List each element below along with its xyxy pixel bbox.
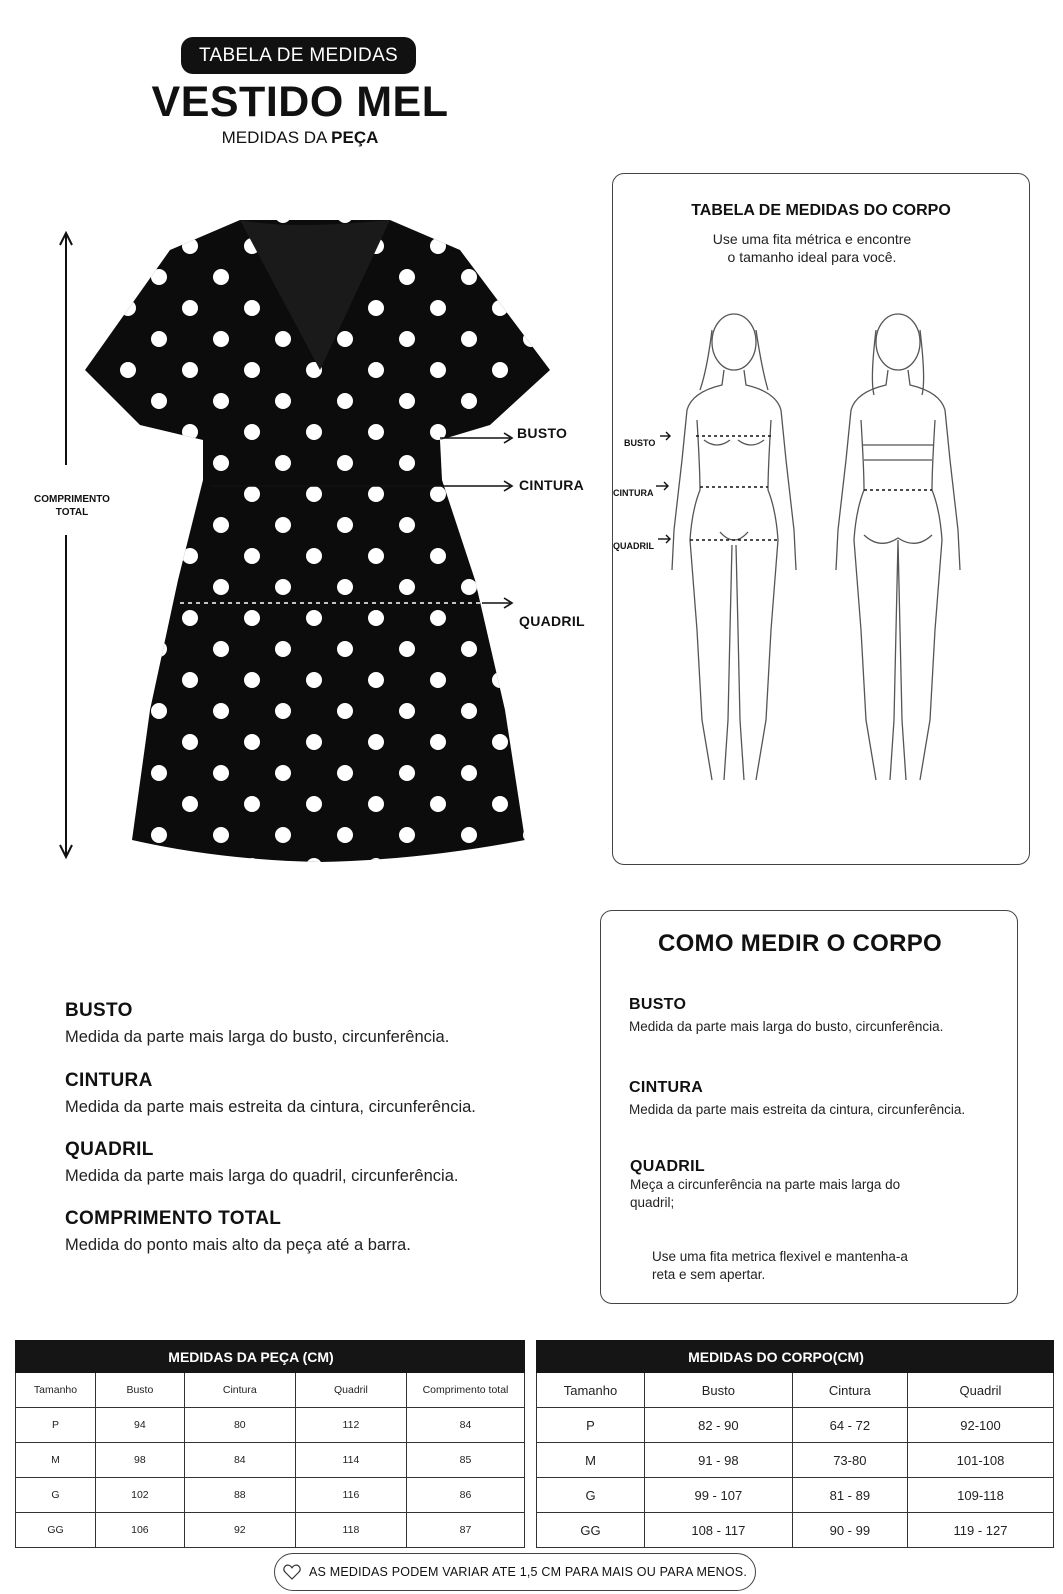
dress-illustration xyxy=(20,200,590,880)
piece-table-title: MEDIDAS DA PEÇA (CM) xyxy=(96,1341,407,1373)
page-subtitle xyxy=(180,128,420,148)
table-cell: 119 - 127 xyxy=(908,1513,1054,1548)
body-label-busto: BUSTO xyxy=(624,438,656,448)
table-cell: 102 xyxy=(96,1478,185,1513)
piece-measure-list xyxy=(65,1000,585,1255)
column-header: Cintura xyxy=(184,1373,295,1408)
column-header: Quadril xyxy=(295,1373,406,1408)
piece-size-table xyxy=(15,1340,525,1548)
dress-label-comprimento xyxy=(22,493,122,519)
table-cell: 80 xyxy=(184,1408,295,1443)
column-header: Quadril xyxy=(908,1373,1054,1408)
table-cell: 94 xyxy=(96,1408,185,1443)
how-quadril-heading: QUADRIL xyxy=(630,1158,705,1175)
table-cell: 99 - 107 xyxy=(645,1478,793,1513)
table-header-row xyxy=(537,1341,1054,1373)
how-to-measure-title: COMO MEDIR O CORPO xyxy=(657,930,943,957)
table-cell: P xyxy=(537,1408,645,1443)
table-cell: 116 xyxy=(295,1478,406,1513)
column-header: Busto xyxy=(645,1373,793,1408)
piece-measure-text: Medida da parte mais estreita da cintura, circunferência. xyxy=(65,1098,476,1116)
body-size-table xyxy=(536,1340,1054,1548)
how-busto-text: Medida da parte mais larga do busto, circunferência. xyxy=(629,1019,944,1034)
table-row xyxy=(16,1513,525,1548)
comprimento-line1: COMPRIMENTO xyxy=(34,494,110,505)
table-cell: 84 xyxy=(184,1443,295,1478)
piece-measure-item xyxy=(65,1000,585,1070)
piece-measure-text: Medida da parte mais larga do busto, circunferência. xyxy=(65,1028,450,1046)
table-cell: 114 xyxy=(295,1443,406,1478)
table-cell: 106 xyxy=(96,1513,185,1548)
body-figures-illustration xyxy=(612,300,1030,820)
table-row xyxy=(16,1408,525,1443)
column-header: Busto xyxy=(96,1373,185,1408)
table-row xyxy=(537,1478,1054,1513)
table-cell: 82 - 90 xyxy=(645,1408,793,1443)
table-header-blank xyxy=(908,1341,1054,1373)
piece-measure-item xyxy=(65,1070,585,1139)
table-cell: 101-108 xyxy=(908,1443,1054,1478)
column-header: Cintura xyxy=(792,1373,907,1408)
piece-measure-heading: QUADRIL xyxy=(65,1139,154,1160)
piece-measure-text: Medida da parte mais larga do quadril, circunferência. xyxy=(65,1167,459,1185)
header-pill-text: TABELA DE MEDIDAS xyxy=(198,44,399,66)
piece-measure-heading: BUSTO xyxy=(65,1000,133,1021)
table-cell: 85 xyxy=(407,1443,525,1478)
table-cell: 90 - 99 xyxy=(792,1513,907,1548)
dress-label-cintura: CINTURA xyxy=(519,477,585,493)
table-header-blank xyxy=(16,1341,96,1373)
header-pill xyxy=(181,37,416,74)
table-cell: 92-100 xyxy=(908,1408,1054,1443)
table-cell: 84 xyxy=(407,1408,525,1443)
page-title: VESTIDO MEL xyxy=(151,78,449,126)
table-cell: GG xyxy=(537,1513,645,1548)
body-panel-title: TABELA DE MEDIDAS DO CORPO xyxy=(691,202,951,219)
footer-note xyxy=(274,1553,756,1591)
footer-note-text: AS MEDIDAS PODEM VARIAR ATE 1,5 CM PARA MAIS OU PARA MENOS. xyxy=(308,1565,748,1579)
table-cell: 92 xyxy=(184,1513,295,1548)
table-cell: 112 xyxy=(295,1408,406,1443)
body-label-quadril: QUADRIL xyxy=(613,541,654,551)
comprimento-line2: TOTAL xyxy=(55,507,89,518)
piece-measure-heading: COMPRIMENTO TOTAL xyxy=(65,1208,282,1229)
piece-measure-heading: CINTURA xyxy=(65,1070,153,1091)
column-header: Tamanho xyxy=(537,1373,645,1408)
how-tip-text xyxy=(652,1248,908,1284)
table-cell: 108 - 117 xyxy=(645,1513,793,1548)
subtitle-prefix: MEDIDAS DA xyxy=(221,128,332,147)
table-cell: 73-80 xyxy=(792,1443,907,1478)
dress-label-quadril: QUADRIL xyxy=(519,613,585,629)
how-busto-heading: BUSTO xyxy=(629,996,687,1013)
piece-measure-item xyxy=(65,1208,585,1255)
how-tip-line2: reta e sem apertar. xyxy=(652,1267,766,1282)
table-row xyxy=(16,1478,525,1513)
how-quadril-text xyxy=(630,1176,900,1212)
body-label-cintura: CINTURA xyxy=(613,488,654,498)
table-cell: 118 xyxy=(295,1513,406,1548)
table-cell: 87 xyxy=(407,1513,525,1548)
table-cell: 88 xyxy=(184,1478,295,1513)
body-panel-subtitle-line1: Use uma fita métrica e encontre xyxy=(712,231,912,247)
table-row xyxy=(16,1443,525,1478)
piece-measure-text: Medida do ponto mais alto da peça até a barra. xyxy=(65,1236,411,1254)
body-table-title: MEDIDAS DO CORPO(CM) xyxy=(645,1341,908,1373)
how-quadril-text-line1: Meça a circunferência na parte mais larga do xyxy=(630,1177,901,1192)
table-row xyxy=(537,1408,1054,1443)
table-row xyxy=(537,1443,1054,1478)
table-header-blank xyxy=(407,1341,525,1373)
body-panel-subtitle-line2: o tamanho ideal para você. xyxy=(727,249,897,265)
table-cell: G xyxy=(16,1478,96,1513)
table-row xyxy=(537,1513,1054,1548)
how-cintura-heading: CINTURA xyxy=(629,1079,704,1096)
subtitle-bold: PEÇA xyxy=(331,128,379,147)
table-header-row xyxy=(16,1341,525,1373)
table-cell: GG xyxy=(16,1513,96,1548)
heart-icon xyxy=(283,1564,301,1580)
piece-measure-item xyxy=(65,1139,585,1208)
table-column-row xyxy=(537,1373,1054,1408)
table-cell: 91 - 98 xyxy=(645,1443,793,1478)
how-quadril-text-line2: quadril; xyxy=(630,1195,675,1210)
body-panel-subtitle xyxy=(662,230,962,266)
column-header: Tamanho xyxy=(16,1373,96,1408)
how-cintura-text: Medida da parte mais estreita da cintura, circunferência. xyxy=(629,1102,966,1117)
table-cell: M xyxy=(537,1443,645,1478)
table-column-row xyxy=(16,1373,525,1408)
table-cell: G xyxy=(537,1478,645,1513)
table-cell: 109-118 xyxy=(908,1478,1054,1513)
table-header-blank xyxy=(537,1341,645,1373)
dress-label-busto: BUSTO xyxy=(517,425,568,441)
table-cell: 64 - 72 xyxy=(792,1408,907,1443)
table-cell: 81 - 89 xyxy=(792,1478,907,1513)
table-cell: P xyxy=(16,1408,96,1443)
table-cell: 86 xyxy=(407,1478,525,1513)
column-header: Comprimento total xyxy=(407,1373,525,1408)
table-cell: 98 xyxy=(96,1443,185,1478)
how-tip-line1: Use uma fita metrica flexivel e mantenha-a xyxy=(652,1249,908,1264)
table-cell: M xyxy=(16,1443,96,1478)
